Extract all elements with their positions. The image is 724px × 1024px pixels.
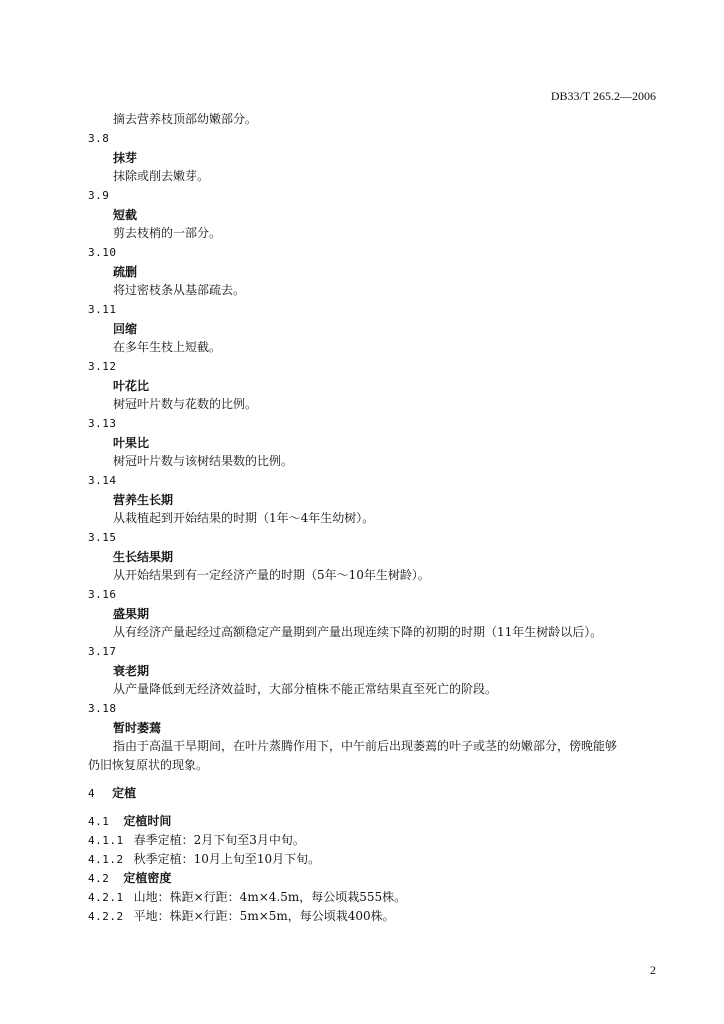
- term-number: 3.11: [88, 303, 117, 316]
- clause-line: [88, 908, 395, 925]
- term-number: 3.8: [88, 132, 110, 145]
- clause-line: [88, 851, 320, 868]
- clause-text: 山地：株距×行距：4m×4.5m，每公顷栽555株。: [133, 890, 407, 904]
- term-number: 3.17: [88, 645, 117, 658]
- term-title: 叶花比: [113, 379, 150, 393]
- clause-number: 4.2.2: [88, 910, 124, 923]
- term-title: 回缩: [113, 322, 138, 336]
- definition-text: 树冠叶片数与花数的比例。: [113, 397, 258, 411]
- clause-number: 4.1.1: [88, 834, 124, 847]
- definition-text: 剪去枝梢的一部分。: [113, 226, 222, 240]
- definition-text: 抹除或削去嫩芽。: [113, 169, 210, 183]
- subsection-title: 定植时间: [123, 814, 172, 828]
- subsection-heading: [88, 870, 171, 887]
- term-number: 3.10: [88, 246, 117, 259]
- term-number: 3.14: [88, 474, 117, 487]
- term-title: 衰老期: [113, 664, 150, 678]
- term-number: 3.13: [88, 417, 117, 430]
- clause-number: 4.2.1: [88, 891, 124, 904]
- definition-text: 从产量降低到无经济效益时，大部分植株不能正常结果直至死亡的阶段。: [113, 682, 498, 696]
- definition-text: 在多年生枝上短截。: [113, 340, 222, 354]
- term-title: 叶果比: [113, 436, 150, 450]
- subsection-title: 定植密度: [123, 871, 172, 885]
- definition-text: 摘去营养枝顶部幼嫩部分。: [113, 112, 258, 126]
- term-title: 疏删: [113, 265, 138, 279]
- term-title: 抹芽: [113, 151, 138, 165]
- clause-text: 平地：株距×行距：5m×5m，每公顷栽400株。: [133, 909, 395, 923]
- term-number: 3.18: [88, 702, 117, 715]
- term-title: 短截: [113, 208, 138, 222]
- document-id-header: DB33/T 265.2—2006: [550, 89, 656, 103]
- section-title: 定植: [112, 786, 137, 800]
- subsection-number: 4.1: [88, 815, 110, 828]
- definition-text: 从有经济产量起经过高额稳定产量期到产量出现连续下降的初期的时期（11年生树龄以后）。: [113, 625, 603, 639]
- definition-text: 将过密枝条从基部疏去。: [113, 283, 246, 297]
- clause-number: 4.1.2: [88, 853, 124, 866]
- definition-text: 树冠叶片数与该树结果数的比例。: [113, 454, 294, 468]
- term-number: 3.15: [88, 531, 117, 544]
- clause-line: [88, 832, 305, 849]
- clause-text: 春季定植：2月下旬至3月中旬。: [133, 833, 305, 847]
- definition-text: 指由于高温干旱期间，在叶片蒸腾作用下，中午前后出现萎蔫的叶子或茎的幼嫩部分，傍晚能够: [113, 739, 618, 753]
- section-heading: [88, 785, 136, 802]
- term-title: 营养生长期: [113, 493, 174, 507]
- term-number: 3.16: [88, 588, 117, 601]
- term-title: 暂时萎蔫: [113, 721, 162, 735]
- subsection-heading: [88, 813, 171, 830]
- subsection-number: 4.2: [88, 872, 110, 885]
- term-title: 盛果期: [113, 607, 150, 621]
- page-number: 2: [650, 963, 656, 977]
- definition-text: 从栽植起到开始结果的时期（1年～4年生幼树）。: [113, 511, 375, 525]
- definition-text: 从开始结果到有一定经济产量的时期（5年～10年生树龄）。: [113, 568, 430, 582]
- term-number: 3.9: [88, 189, 110, 202]
- term-title: 生长结果期: [113, 550, 174, 564]
- definition-continuation: 仍旧恢复原状的现象。: [88, 758, 209, 772]
- clause-line: [88, 889, 406, 906]
- section-number: 4: [88, 787, 96, 800]
- term-number: 3.12: [88, 360, 117, 373]
- clause-text: 秋季定植：10月上旬至10月下旬。: [133, 852, 321, 866]
